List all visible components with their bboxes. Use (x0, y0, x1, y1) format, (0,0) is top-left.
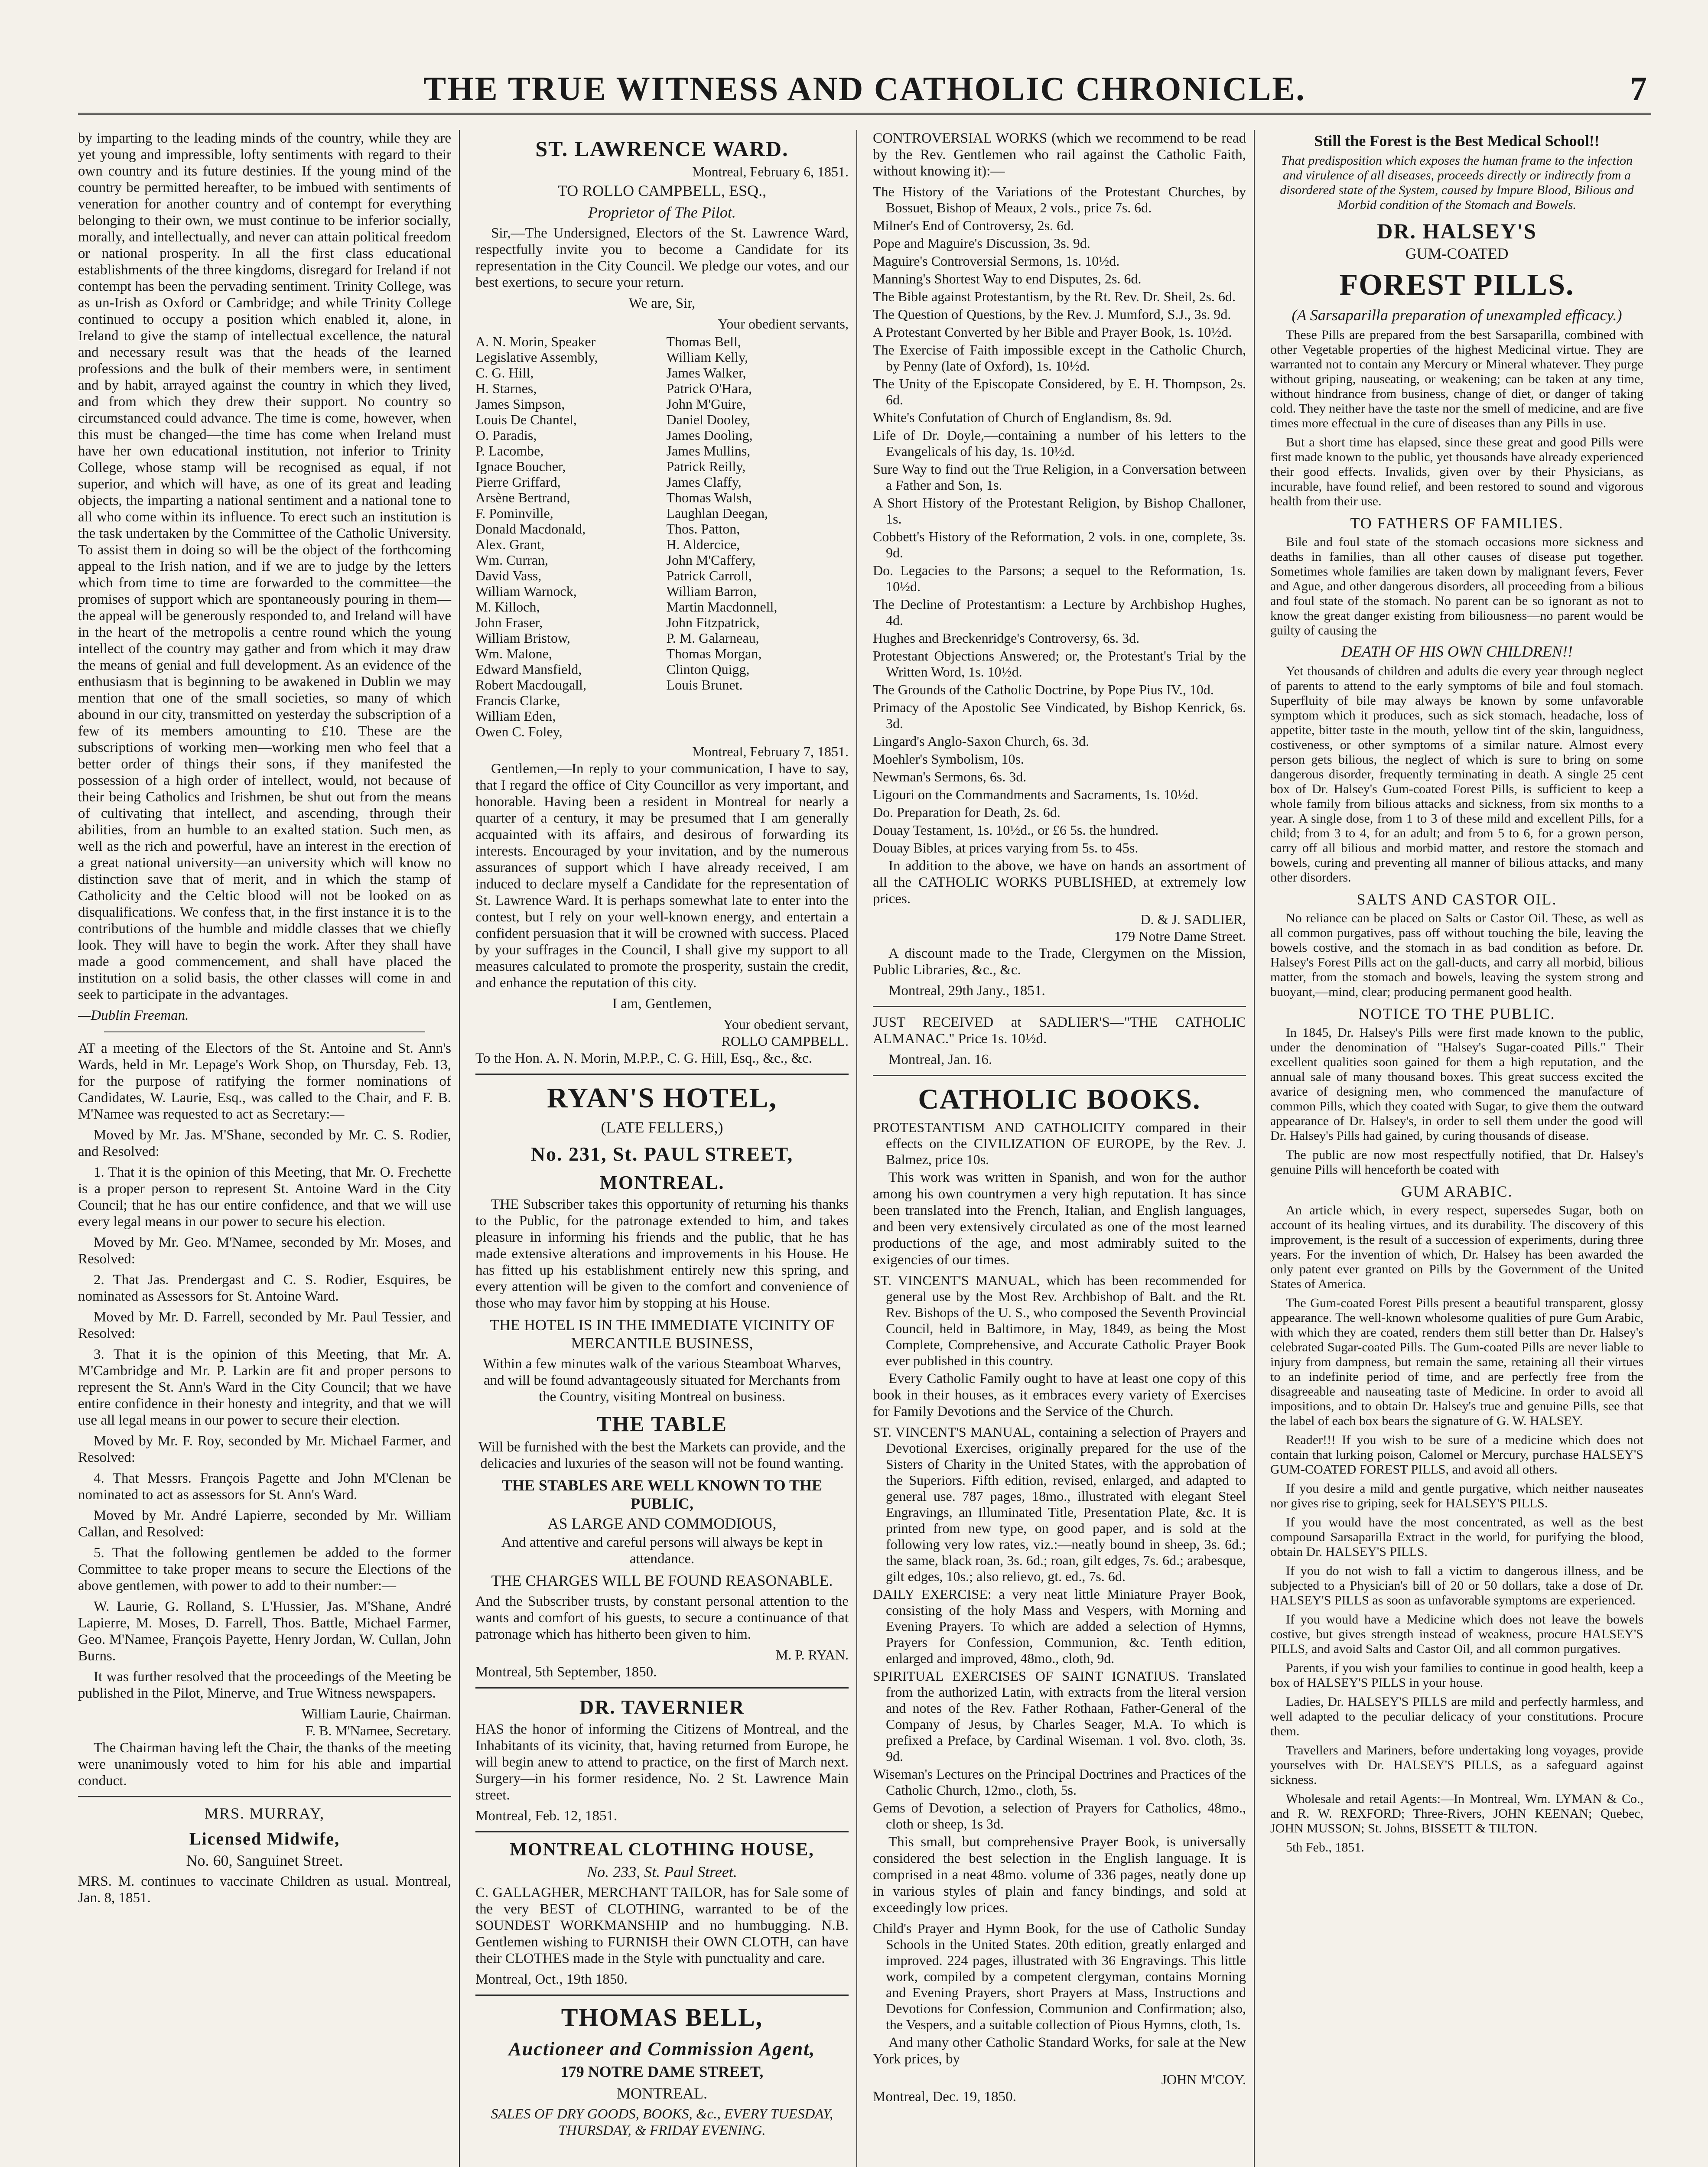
signatory: Louis De Chantel, (475, 412, 577, 427)
letter-date: Montreal, February 6, 1851. (692, 164, 849, 179)
bell-city: MONTREAL. (617, 2085, 707, 2102)
signatory: M. Killoch, (475, 599, 540, 615)
bell-address: 179 NOTRE DAME STREET, (560, 2063, 764, 2080)
divider (475, 1831, 849, 1832)
book-item: A Short History of the Protestant Religion, by Bishop Challoner, 1s. (873, 495, 1246, 527)
divider (104, 1031, 425, 1032)
signatory: David Vass, (475, 568, 542, 583)
signatory: A. N. Morin, Speaker Legislative Assembly, (475, 334, 598, 365)
ryan-date: Montreal, 5th September, 1850. (475, 1664, 657, 1680)
letter-body: Sir,—The Undersigned, Electors of the St. Lawrence Ward, respectfully invite you to become a Candidate for its representation in the City Council. We pledge our votes, and our best exertions, to secure your return. (475, 225, 849, 290)
hotel-vicinity: THE HOTEL IS IN THE IMMEDIATE VICINITY OF MERCANTILE BUSINESS, (490, 1316, 834, 1352)
signatory: Thos. Patton, (666, 521, 740, 537)
book-item: Douay Bibles, at prices varying from 5s. to 45s. (873, 840, 1139, 856)
halsey-paragraph: An article which, in every respect, supersedes Sugar, both on account of its healing virtues, and its durability. The discovery of this improvement, is the result of a succession of experiments, during three years. For the invention of which, Dr. Halsey has been awarded the only patent ever granted on Pills by the Government of the United States of America. (1270, 1203, 1643, 1291)
signatory: C. G. Hill, (475, 365, 534, 381)
resolution-3: 3. That it is the opinion of this Meeting, that Mr. A. M'Cambridge and Mr. P. Larkin are fit and proper persons to represent the St. Ann's Ward in the City Council; that we have entire confidence in their honesty and integrity, and that we will use all legal means in our power to secure their election. (78, 1347, 451, 1428)
signatory: James Dooling, (666, 427, 753, 443)
divider (873, 1075, 1246, 1076)
clothing-date: Montreal, Oct., 19th 1850. (475, 1972, 628, 1987)
book-item: The Decline of Protestantism: a Lecture by Archbishop Hughes, 4d. (873, 596, 1246, 628)
signatory: James Walker, (666, 365, 746, 381)
letter-closing: We are, Sir, (628, 296, 696, 311)
salts-heading: SALTS AND CASTOR OIL. (1357, 891, 1557, 908)
bell-text: SALES OF DRY GOODS, BOOKS, &c., EVERY TUESDAY, THURSDAY, & FRIDAY EVENING. (491, 2106, 833, 2138)
signatory: Thomas Bell, (666, 334, 741, 349)
halsey-gum-coated: GUM-COATED (1405, 245, 1509, 262)
stables-subtitle: AS LARGE AND COMMODIOUS, (547, 1515, 777, 1532)
catholic-book-item: ST. VINCENT'S MANUAL, which has been recommended for general use by the Most Rev. Archbishop of Balt. and the Rt. Rev. Bishops of the U. S., who composed the Seventh Provincial Council, held in Baltimore, in May, 1849, as being the Most Complete, Comprehensive, and Accurate Catholic Prayer Book ever published in this country. (873, 1272, 1246, 1368)
page-number: 7 (1630, 70, 1647, 107)
motion-3: Moved by Mr. D. Farrell, seconded by Mr. Paul Tessier, and Resolved: (78, 1309, 451, 1341)
halsey-paragraph: But a short time has elapsed, since these great and good Pills were first made known to the public, yet thousands have already experienced their good effects. Invalids, given over by their Physicians, as incurable, have found relief, and been restored to sound and vigorous health from their use. (1270, 435, 1643, 508)
catholic-books-title: CATHOLIC BOOKS. (918, 1084, 1201, 1115)
signatory: Alex. Grant, (475, 537, 545, 552)
fathers-heading: TO FATHERS OF FAMILIES. (1350, 514, 1564, 532)
reply-closing: I am, Gentlemen, (612, 996, 712, 1012)
book-item: A Protestant Converted by her Bible and Prayer Book, 1s. 10½d. (873, 324, 1232, 340)
motion-1: Moved by Mr. Jas. M'Shane, seconded by Mr. C. S. Rodier, and Resolved: (78, 1127, 451, 1159)
bell-subtitle: Auctioneer and Commission Agent, (508, 2038, 816, 2060)
bell-title: THOMAS BELL, (561, 2003, 763, 2031)
signatory: James Claffy, (666, 474, 742, 490)
article-text: by imparting to the leading minds of the country, while they are yet young and impressible, lofty sentiments with regard to their own country and its future destinies. If the young mind of the country be permitted hereafter, to be imbued with sentiments of veneration for another country and of contempt for everything belonging to their own, we must continue to be inferior socially, morally, and intellectually, and never can attain political freedom or national prosperity. In all the first class educational establishments of the three kingdoms, disregard for Ireland if not contempt has been the pervading sentiment. Trinity College, was as un-Irish as Oxford or Cambridge; and while Trinity College continued to occupy a position which enabled it, alone, in Ireland to give the stamp of intellectual excellence, the natural and necessary result was that the heads of the learned professions and the bulk of their members were, in sentiment and by habit, arrayed against the country in which they lived, and from which they drew their support. No country so circumstanced could advance. The time is come, however, when this must be changed—the time has come when Ireland must have her own educational institution, not inferior to Trinity College, whose stamp will be recognised as equal, if not superior, and which will have, as one of its great and leading objects, the imparting a national sentiment and a national tone to all who come within its influence. To erect such an institution is the task undertaken by the Committee of the Catholic University. To assist them in doing so will be the object of the forthcoming appeal to the Irish nation, and if we are to judge by the letters which from time to time are forwarded to the committee—the promises of support which are spontaneously pouring in them—the appeal will be generously responded to, and Ireland will have in the heart of the metropolis a centre round which the young intellect of the country may gather and from which it may draw the means of genial and full development. As an evidence of the enthusiasm that is beginning to be awakened in Dublin we may mention that one of the small societies, so many of which abound in our city, transmitted on yesterday the subscription of a few of its members amounting to £10. These are the subscriptions of working men—working men who feel that a better order of things their sons, if they manifested the possession of a high order of intellect, would, not because of their being Catholics and Irishmen, be shut out from the means of cultivating that intellect, and ascending, through their abilities, from an humble to an exalted station. Such men, as well as the rich and powerful, have an interest in the erection of a great national university—an university which will know no distinction save that of merit, and in which the stamp of Catholicity and the Celtic blood will not be looked on as disqualifications. We confess that, in the first instance it is to the contributions of the humble and middle classes that we chiefly look. They will have to begin the work. After they shall have made a good commencement, and shall have placed the institution on a solid basis, the other classes will come in and seek to participate in the advantages. (78, 130, 451, 1002)
signatory: H. Starnes, (475, 381, 537, 396)
book-item: Maguire's Controversial Sermons, 1s. 10½d. (873, 253, 1120, 269)
signatory: John Fitzpatrick, (666, 615, 760, 630)
book-item: Do. Legacies to the Parsons; a sequel to the Reformation, 1s. 10½d. (873, 563, 1246, 594)
resolution-5: 5. That the following gentlemen be added to the former Committee to take proper means to secure the Elections of the above gentlemen, with power to add to their number:— (78, 1545, 451, 1594)
signatory: Daniel Dooley, (666, 412, 750, 427)
motion-2: Moved by Mr. Geo. M'Namee, seconded by Mr. Moses, and Resolved: (78, 1235, 451, 1267)
signatory: F. Pominville, (475, 505, 553, 521)
book-item: The History of the Variations of the Protestant Churches, by Bossuet, Bishop of Meaux, 2 vols., price 7s. 6d. (873, 184, 1246, 215)
almanac-date: Montreal, Jan. 16. (888, 1052, 992, 1067)
hotel-late: (LATE FELLERS,) (601, 1119, 723, 1136)
discount-note: A discount made to the Trade, Clergymen on the Mission, Public Libraries, &c., &c. (873, 946, 1246, 978)
signatory: Wm. Curran, (475, 552, 548, 568)
table-text: Will be furnished with the best the Markets can provide, and the delicacies and luxuries of the season will not be found wanting. (478, 1439, 846, 1471)
signatory: Arsène Bertrand, (475, 490, 570, 505)
resolution-2: 2. That Jas. Prendergast and C. S. Rodier, Esquires, be nominated as Assessors for St. Antoine Ward. (78, 1272, 451, 1304)
murray-address: No. 60, Sanguinet Street. (186, 1852, 343, 1869)
signatory: John M'Caffery, (666, 552, 756, 568)
signatory: Owen C. Foley, (475, 724, 563, 739)
halsey-paragraph: The public are now most respectfully notified, that Dr. Halsey's genuine Pills will henceforth be coated with (1270, 1148, 1643, 1177)
table-title: THE TABLE (597, 1412, 727, 1436)
book-item: Protestant Objections Answered; or, the Protestant's Trial by the Written Word, 1s. 10½d. (873, 648, 1246, 680)
signatory: Patrick O'Hara, (666, 381, 752, 396)
catholic-book-desc: Every Catholic Family ought to have at least one copy of this book in their houses, as it embraces every variety of Exercises for Family Devotions and the Service of the Church. (873, 1371, 1246, 1419)
signatory: Laughlan Deegan, (666, 505, 768, 521)
hotel-city: MONTREAL. (599, 1172, 725, 1193)
stables-text: And attentive and careful persons will always be kept in attendance. (501, 1535, 823, 1567)
columns (78, 130, 1651, 2167)
halsey-paragraph: Ladies, Dr. HALSEY'S PILLS are mild and perfectly harmless, and well adapted to the peculiar delicacy of your constitutions. Procure them. (1270, 1695, 1643, 1738)
reply-obedient: Your obedient servant, (723, 1016, 849, 1032)
signatory: P. M. Galarneau, (666, 630, 759, 646)
clothing-title: MONTREAL CLOTHING HOUSE, (510, 1840, 814, 1860)
book-item: Ligouri on the Commandments and Sacraments, 1s. 10½d. (873, 787, 1198, 802)
book-item: The Bible against Protestantism, by the Rt. Rev. Dr. Sheil, 2s. 6d. (873, 289, 1236, 304)
signatory: Francis Clarke, (475, 693, 560, 708)
catholic-book-desc: This small, but comprehensive Prayer Book, is universally considered the best selection in the English language. It is comprised in a neat 48mo. volume of 336 pages, neatly done up in various styles of plain and fancy bindings, and sold at exceedingly low prices. (873, 1834, 1246, 1916)
article-source: —Dublin Freeman. (78, 1008, 189, 1023)
murray-title: MRS. MURRAY, (204, 1805, 325, 1822)
book-item: Douay Testament, 1s. 10½d., or £6 5s. the hundred. (873, 822, 1159, 838)
divider (475, 1687, 849, 1689)
book-item: Hughes and Breckenridge's Controversy, 6s. 3d. (873, 630, 1140, 646)
hotel-title: RYAN'S HOTEL, (547, 1082, 778, 1114)
book-item: Life of Dr. Doyle,—containing a number of his letters to the Evangelicals of his day, 1s. 10½d. (873, 427, 1246, 459)
signatory: Louis Brunet. (666, 677, 743, 693)
signatory: Patrick Reilly, (666, 459, 746, 474)
halsey-paragraph: If you desire a mild and gentle purgative, which neither nauseates nor gives rise to griping, seek for HALSEY'S PILLS. (1270, 1481, 1643, 1510)
further-resolution: It was further resolved that the proceedings of the Meeting be published in the Pilot, Minerve, and True Witness newspapers. (78, 1669, 451, 1701)
signatory: John Fraser, (475, 615, 543, 630)
signatory: John M'Guire, (666, 396, 746, 412)
book-item: Primacy of the Apostolic See Vindicated, by Bishop Kenrick, 6s. 3d. (873, 700, 1246, 731)
catholic-book-item: PROTESTANTISM AND CATHOLICITY compared in their effects on the CIVILIZATION OF EUROPE, by the Rev. J. Balmez, price 10s. (873, 1119, 1246, 1167)
mccoy-signature: JOHN M'COY. (1161, 2072, 1246, 2087)
signatory: Patrick Carroll, (666, 568, 752, 583)
charges-text: And the Subscriber trusts, by constant personal attention to the wants and comfort of his guests, to secure a continuance of that patronage which has hitherto been given to him. (475, 1594, 849, 1642)
reply-signature: ROLLO CAMPBELL. (721, 1033, 849, 1049)
resolution-4: 4. That Messrs. François Pagette and John M'Clenan be nominated to act as assessors for St. Ann's Ward. (78, 1471, 451, 1503)
tavernier-date: Montreal, Feb. 12, 1851. (475, 1808, 618, 1824)
halsey-paragraph: Reader!!! If you wish to be sure of a medicine which does not contain that lurking poison, Calomel or Mercury, purchase HALSEY'S GUM-COATED FOREST PILLS, and avoid all others. (1270, 1433, 1643, 1477)
signatory: H. Aldercice, (666, 537, 740, 552)
ryan-signature: M. P. RYAN. (775, 1647, 849, 1663)
signatory: Ignace Boucher, (475, 459, 566, 474)
halsey-paragraph: Bile and foul state of the stomach occasions more sickness and deaths in families, than all other causes of disease put together. Sometimes whole families are taken down by malignant fevers, Fever and Ague, and other dangerous disorders, all proceeding from a bilious and foul state of the stomach. No parent can be so ignorant as not to know the great danger existing from biliousness—no parent would be guilty of causing the (1270, 535, 1643, 638)
committee-names: W. Laurie, G. Rolland, S. L'Hussier, Jas. M'Shane, André Lapierre, M. Moses, D. Farrell, Thos. Battle, Michael Farmer, Geo. M'Namee, François Payette, Henry Jordan, W. Cullan, John Burns. (78, 1599, 451, 1664)
book-item: The Exercise of Faith impossible except in the Catholic Church, by Penny (late of Oxford), 1s. 10½d. (873, 342, 1246, 374)
signatory: William Eden, (475, 708, 556, 724)
book-item: Moehler's Symbolism, 10s. (873, 751, 1024, 767)
sarsaparilla-note: (A Sarsaparilla preparation of unexampled efficacy.) (1292, 306, 1622, 324)
catholic-book-desc: And many other Catholic Standard Works, for sale at the New York prices, by (873, 2035, 1246, 2067)
signatory: Robert Macdougall, (475, 677, 586, 693)
almanac-notice: JUST RECEIVED at SADLIER'S—"THE CATHOLIC ALMANAC." Price 1s. 10½d. (873, 1015, 1246, 1047)
forest-pills-title: FOREST PILLS. (1339, 268, 1575, 302)
signatories-list (475, 334, 849, 739)
catholic-book-desc: This work was written in Spanish, and won for the author among his own countrymen a very high reputation. It has since been translated into the French, Italian, and English languages, and been very extensively circulated as one of the most learned productions of the age, and most admirably suited to the exigencies of our times. (873, 1170, 1246, 1268)
catholic-book-item: DAILY EXERCISE: a very neat little Miniature Prayer Book, consisting of the holy Mass and Vespers, with Morning and Evening Prayers. To which are added a selection of Hymns, Prayers for Confession, Communion, &c. Tenth edition, enlarged and improved, 48mo., cloth, 9d. (873, 1586, 1246, 1666)
hotel-vicinity-text: Within a few minutes walk of the various Steamboat Wharves, and will be found advantageously situated for Merchants from the Country, visiting Montreal on business. (483, 1356, 841, 1405)
secretary-signature: F. B. M'Namee, Secretary. (305, 1723, 451, 1738)
controversial-intro: CONTROVERSIAL WORKS (which we recommend to be read by the Rev. Gentlemen who rail against the Catholic Faith, without knowing it):— (873, 130, 1246, 179)
masthead (78, 65, 1651, 115)
signatory: Thomas Walsh, (666, 490, 752, 505)
column-3 (873, 130, 1255, 2167)
halsey-paragraph: If you would have a Medicine which does not leave the bowels costive, but gives strength instead of weakness, procure HALSEY'S PILLS, and avoid Salts and Castor Oil, and all common purgatives. (1270, 1612, 1643, 1656)
halsey-paragraph: Travellers and Mariners, before undertaking long voyages, provide yourselves with Dr. HALSEY'S PILLS, as a safeguard against sickness. (1270, 1743, 1643, 1787)
letter-servants: Your obedient servants, (718, 316, 849, 332)
hotel-address: No. 231, St. PAUL STREET, (530, 1143, 794, 1165)
book-item: Sure Way to find out the True Religion, in a Conversation between a Father and Son, 1s. (873, 461, 1246, 493)
mccoy-date: Montreal, Dec. 19, 1850. (873, 2089, 1016, 2105)
signatory: James Simpson, (475, 396, 565, 412)
column-1 (78, 130, 460, 2167)
book-item: White's Confutation of Church of Englandism, 8s. 9d. (873, 410, 1172, 425)
st-lawrence-heading: ST. LAWRENCE WARD. (535, 137, 789, 161)
signatory: Martin Macdonnell, (666, 599, 778, 615)
signatories-left (475, 334, 658, 739)
catholic-book-item: Wiseman's Lectures on the Principal Doctrines and Practices of the Catholic Church, 12mo., cloth, 5s. (873, 1766, 1246, 1798)
signatory: William Kelly, (666, 349, 748, 365)
charges-title: THE CHARGES WILL BE FOUND REASONABLE. (491, 1572, 833, 1589)
reply-body: Gentlemen,—In reply to your communication, I have to say, that I regard the office of City Councillor as very important, and honorable. Having been a resident in Montreal for nearly a quarter of a century, it may be presumed that I am generally acquainted with its affairs, and desirous of forwarding its interests. Encouraged by your invitation, and by the numerous assurances of support which I have already received, I am induced to declare myself a Candidate for the representation of St. Lawrence Ward. It is perhaps somewhat late to enter into the contest, but I rely on your well-known energy, and entertain a confident persuasion that it will be crowned with success. Placed by your suffrages in the Council, I shall give my support to all measures calculated to promote the prosperity, sustain the credit, and enhance the reputation of this city. (475, 761, 849, 991)
column-2 (475, 130, 857, 2167)
book-item: Newman's Sermons, 6s. 3d. (873, 769, 1027, 784)
addition-note: In addition to the above, we have on hands an assortment of all the CATHOLIC WORKS PUBLISHED, at extremely low prices. (873, 858, 1246, 907)
book-item: The Question of Questions, by the Rev. J. Mumford, S.J., 3s. 9d. (873, 306, 1231, 322)
halsey-paragraph: Parents, if you wish your families to continue in good health, keep a box of HALSEY'S PILLS in your house. (1270, 1661, 1643, 1690)
signatory: James Mullins, (666, 443, 751, 459)
signatory: William Warnock, (475, 583, 577, 599)
murray-subtitle: Licensed Midwife, (189, 1829, 340, 1848)
masthead-title: THE TRUE WITNESS AND CATHOLIC CHRONICLE. (423, 70, 1306, 107)
clothing-text: C. GALLAGHER, MERCHANT TAILOR, has for Sale some of the very BEST of CLOTHING, warranted to be of the SOUNDEST WORKMANSHIP and no humbugging. N.B. Gentlemen wishing to FURNISH their OWN CLOTH, can have their CLOTHES made in the Style with punctuality and care. (475, 1885, 849, 1966)
signatory: Clinton Quigg, (666, 661, 750, 677)
book-item: Milner's End of Controversy, 2s. 6d. (873, 218, 1074, 233)
divider (475, 1995, 849, 1996)
signatory: William Bristow, (475, 630, 570, 646)
death-heading: DEATH OF HIS OWN CHILDREN!! (1341, 643, 1573, 660)
signatory: Edward Mansfield, (475, 661, 582, 677)
divider (475, 1074, 849, 1075)
signatory: O. Paradis, (475, 427, 537, 443)
book-item: Lingard's Anglo-Saxon Church, 6s. 3d. (873, 733, 1090, 749)
halsey-paragraph: These Pills are prepared from the best Sarsaparilla, combined with other Vegetable properties of the highest Medicinal virtue. They are warranted not to contain any Mercury or Mineral whatever. They purge without griping, nauseating, or weakening; can be taken at any time, without hindrance from business, change of diet, or danger of taking cold. They neither have the taste nor the smell of medicine, and are five times more effectual in the cure of diseases than any Pills in use. (1270, 328, 1643, 430)
halsey-tagline: Still the Forest is the Best Medical School!! (1314, 132, 1600, 150)
signatory: Thomas Morgan, (666, 646, 762, 661)
book-item: Pope and Maguire's Discussion, 3s. 9d. (873, 235, 1090, 251)
signatory: P. Lacombe, (475, 443, 544, 459)
book-item: Cobbett's History of the Reformation, 2 vols. in one, complete, 3s. 9d. (873, 529, 1246, 560)
catholic-book-item: Gems of Devotion, a selection of Prayers for Catholics, 48mo., cloth or sheep, 1s 3d. (873, 1800, 1246, 1832)
murray-text: MRS. M. continues to vaccinate Children as usual. Montreal, Jan. 8, 1851. (78, 1874, 451, 1906)
book-item: The Grounds of the Catholic Doctrine, by Pope Pius IV., 10d. (873, 682, 1214, 697)
halsey-paragraph: If you do not wish to fall a victim to dangerous illness, and be subjected to a Physician's bill of 20 or 50 dollars, take a dose of Dr. HALSEY'S PILLS as soon as unfavorable symptoms are experienced. (1270, 1564, 1643, 1607)
tavernier-title: DR. TAVERNIER (579, 1696, 745, 1718)
sadlier-signature: D. & J. SADLIER, (1140, 911, 1246, 927)
halsey-paragraph: Yet thousands of children and adults die every year through neglect of parents to attend to the early symptoms of bile and foul stomach. Superfluity of bile may always be known by some unfavorable symptom which it produces, such as sick stomach, headache, loss of appetite, bitter taste in the mouth, yellow tint of the skin, languidness, costiveness, or other symptoms of a similar nature. Almost every person gets bilious, the neglect of which is sure to bring on some dangerous disorder, frequently terminating in death. A single 25 cent box of Dr. Halsey's Gum-coated Forest Pills, is sufficient to keep a whole family from bilious attacks and sickness, from six months to a year. A single dose, from 1 to 3 of these mild and excellent Pills, for a child; from 3 to 4, for an adult; and from 5 to 6, for a grown person, carry off all bilious and morbid matter, and restore the stomach and bowels, curing and preventing all manner of bilious attacks, and many other disorders. (1270, 664, 1643, 885)
column-4 (1270, 130, 1651, 2167)
halsey-agents: Wholesale and retail Agents:—In Montreal, Wm. LYMAN & Co., and R. W. REXFORD; Three-Rivers, JOHN KEENAN; Quebec, JOHN MUSSON; St. Johns, BISSETT & TILTON. (1270, 1792, 1643, 1835)
halsey-paragraph: The Gum-coated Forest Pills present a beautiful transparent, glossy appearance. The well-known wholesome qualities of pure Gum Arabic, with which they are coated, renders them still better than Dr. Halsey's celebrated Sugar-coated Pills. The Gum-coated Pills are never liable to injury from dampness, but remain the same, retaining all their virtues to an indefinite period of time, and are perfectly free from the disagreeable and nauseating taste of Medicine. In order to avoid all impositions, and to obtain Dr. Halsey's true and genuine Pills, see that the label of each box bears the signature of G. W. HALSEY. (1270, 1296, 1643, 1428)
signatory: Donald Macdonald, (475, 521, 586, 537)
gum-arabic-heading: GUM ARABIC. (1401, 1183, 1513, 1200)
signatory: William Barron, (666, 583, 757, 599)
stables-title: THE STABLES ARE WELL KNOWN TO THE PUBLIC, (502, 1477, 822, 1512)
halsey-date: 5th Feb., 1851. (1286, 1840, 1364, 1855)
divider (78, 1796, 451, 1797)
letter-recipient: TO ROLLO CAMPBELL, ESQ., (557, 182, 767, 199)
halsey-paragraph: If you would have the most concentrated, as well as the best compound Sarsaparilla Extract in the world, for purifying the blood, obtain Dr. HALSEY'S PILLS. (1270, 1515, 1643, 1559)
book-item: Manning's Shortest Way to end Disputes, 2s. 6d. (873, 271, 1142, 286)
book-item: The Unity of the Episcopate Considered, by E. H. Thompson, 2s. 6d. (873, 376, 1246, 407)
clothing-address: No. 233, St. Paul Street. (587, 1863, 737, 1881)
signatory: Wm. Malone, (475, 646, 552, 661)
thanks-note: The Chairman having left the Chair, the thanks of the meeting were unanimously voted to him for his able and impartial conduct. (78, 1740, 451, 1789)
resolution-1: 1. That it is the opinion of this Meeting, that Mr. O. Frechette is a proper person to represent St. Antoine Ward in the City Council; that he has our entire confidence, and that we will use every legal means in our power to secure his election. (78, 1165, 451, 1230)
halsey-paragraph: No reliance can be placed on Salts or Castor Oil. These, as well as all common purgatives, pass off without touching the bile, leaving the bowels costive, and the stomach in as bad condition as before. Dr. Halsey's Forest Pills act on the gall-ducts, and carry all morbid, bilious matter, from the stomach and bowels, leaving the system strong and buoyant,—mind, clear; producing permanent good health. (1270, 911, 1643, 999)
motion-4: Moved by Mr. F. Roy, seconded by Mr. Michael Farmer, and Resolved: (78, 1433, 451, 1465)
chairman-signature: William Laurie, Chairman. (301, 1706, 451, 1721)
notice-heading: NOTICE TO THE PUBLIC. (1358, 1005, 1555, 1022)
sadlier-address: 179 Notre Dame Street. (1114, 928, 1246, 944)
tavernier-text: HAS the honor of informing the Citizens of Montreal, and the Inhabitants of its vicinity, that, having returned from Europe, he will begin anew to attend to practice, on the first of March next. Surgery—in his former residence, No. 2 St. Lawrence Main street. (475, 1721, 849, 1803)
meeting-intro: AT a meeting of the Electors of the St. Antoine and St. Ann's Wards, held in Mr. Lepage's Work Shop, on Thursday, Feb. 13, for the purpose of ratifying the former nominations of Candidates, W. Laurie, Esq., was called to the Chair, and F. B. M'Namee was requested to act as Secretary:— (78, 1041, 451, 1122)
book-item: Do. Preparation for Death, 2s. 6d. (873, 804, 1061, 820)
motion-5: Moved by Mr. André Lapierre, seconded by Mr. William Callan, and Resolved: (78, 1508, 451, 1540)
halsey-paragraph: In 1845, Dr. Halsey's Pills were first made known to the public, under the denomination of "Halsey's Sugar-coated Pills." Their excellent qualities soon gained for them a high reputation, and the annual sale of many thousand boxes. This great success excited the avarice of designing men, who commenced the manufacture of common Pills, which they coated with Sugar, to give them the outward appearance of Dr. Halsey's, in order to sell them under the good will Dr. Halsey's Pills had gained, by curing thousands of disease. (1270, 1025, 1643, 1143)
halsey-tagline-sub: That predisposition which exposes the human frame to the infection and virulence of all diseases, proceeds directly or indirectly from a disordered state of the System, caused by Impure Blood, Bilious and Morbid condition of the Stomach and Bowels. (1280, 153, 1634, 212)
book-list (873, 184, 1246, 856)
signatories-right (667, 334, 849, 739)
catholic-book-item: SPIRITUAL EXERCISES OF SAINT IGNATIUS. Translated from the authorized Latin, with extracts from the literal version and notes of the Rev. Father Rothaan, Father-General of the Company of Jesus, by Charles Seager, M.A. To which is prefixed a Preface, by Cardinal Wiseman. 1 vol. 8vo. cloth, 3s. 9d. (873, 1668, 1246, 1764)
reply-addressee: To the Hon. A. N. Morin, M.P.P., C. G. Hill, Esq., &c., &c. (475, 1051, 812, 1066)
hotel-text: THE Subscriber takes this opportunity of returning his thanks to the Public, for the patronage extended to him, and takes pleasure in informing his friends and the public, that he has made extensive alterations and improvements in his House. He has fitted up his establishment entirely new this spring, and every attention will be given to the comfort and convenience of those who may favor him by stopping at his House. (475, 1197, 849, 1311)
catholic-book-item: Child's Prayer and Hymn Book, for the use of Catholic Sunday Schools in the United States. 20th edition, greatly enlarged and improved. 224 pages, illustrated with 36 Engravings. This little work, compiled by a competent clergyman, contains Morning and Evening Prayers, short Prayers at Mass, Instructions and Devotions for Confession, Communion and Confirmation; also, the Vespers, and a suitable collection of Pious Hymns, cloth, 1s. (873, 1920, 1246, 2032)
catholic-book-item: ST. VINCENT'S MANUAL, containing a selection of Prayers and Devotional Exercises, originally prepared for the use of the Sisters of Charity in the United States, with the approbation of the Superiors. Fifth edition, revised, enlarged, and adapted to general use. 787 pages, 18mo., illustrated with elegant Steel Engravings, an Illuminated Title, Presentation Plate, &c. It is printed from new type, on good paper, and is sold at the following very low rates, viz.:—neatly bound in sheep, 3s. 6d.; the same, black roan, 3s. 6d.; roan, gilt edges, 7s. 6d.; arabesque, gilt edges, 10s.; also relievo, gt. ed., 7s. 6d. (873, 1424, 1246, 1584)
sadlier-date: Montreal, 29th Jany., 1851. (888, 983, 1045, 999)
divider (873, 1006, 1246, 1007)
halsey-name: DR. HALSEY'S (1377, 219, 1537, 243)
signatory: Pierre Griffard, (475, 474, 561, 490)
letter-recipient-title: Proprietor of The Pilot. (588, 204, 736, 221)
reply-date: Montreal, February 7, 1851. (692, 744, 849, 759)
